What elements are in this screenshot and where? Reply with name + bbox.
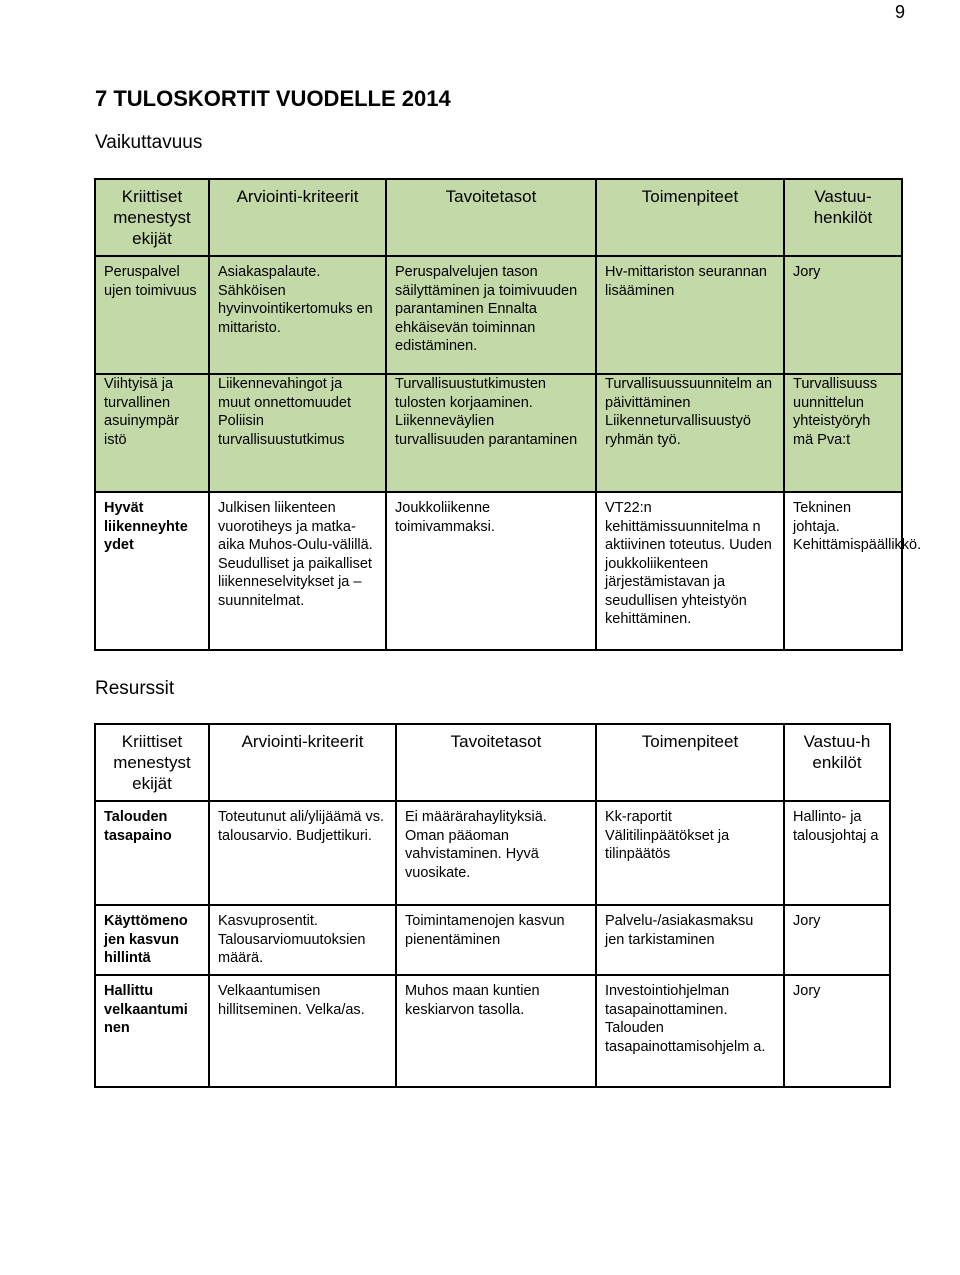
responsible-cell: Hallinto- ja talousjohtaj a <box>784 801 890 905</box>
factor-cell: Viihtyisä ja turvallinen asuinympär istö <box>95 374 209 492</box>
header-vastuuhenkilot: Vastuu-henkilöt <box>784 179 902 256</box>
target-cell: Toimintamenojen kasvun pienentäminen <box>396 905 596 975</box>
section-heading-vaikuttavuus: Vaikuttavuus <box>95 132 203 153</box>
target-cell: Peruspalvelujen tason säilyttäminen ja toimivuuden parantaminen Ennalta ehkäisevän toiminnan edistäminen. <box>386 256 596 374</box>
criteria-cell: Toteutunut ali/ylijäämä vs. talousarvio. Budjettikuri. <box>209 801 396 905</box>
action-cell: Investointiohjelman tasapainottaminen. Talouden tasapainottamisohjelm a. <box>596 975 784 1087</box>
responsible-cell: Jory <box>784 256 902 374</box>
table-row <box>95 492 902 650</box>
criteria-cell: Julkisen liikenteen vuorotiheys ja matka-aika Muhos-Oulu-välillä. Seudulliset ja paikalliset liikenneselvitykset ja –suunnitelmat. <box>209 492 386 650</box>
table-row <box>95 374 902 492</box>
responsible-cell: Turvallisuuss uunnittelun yhteistyöryh mä Pva:t <box>784 374 902 492</box>
target-cell: Turvallisuustutkimusten tulosten korjaaminen. Liikenneväylien turvallisuuden parantaminen <box>386 374 596 492</box>
header-tavoitetasot: Tavoitetasot <box>386 179 596 256</box>
responsible-cell: Tekninen johtaja. Kehittämispäällikkö. <box>784 492 902 650</box>
header-kriittiset: Kriittiset menestyst ekijät <box>95 724 209 801</box>
target-cell: Muhos maan kuntien keskiarvon tasolla. <box>396 975 596 1087</box>
target-cell: Joukkoliikenne toimivammaksi. <box>386 492 596 650</box>
target-cell: Ei määrärahaylityksiä. Oman pääoman vahvistaminen. Hyvä vuosikate. <box>396 801 596 905</box>
criteria-cell: Asiakaspalaute. Sähköisen hyvinvointikertomuks en mittaristo. <box>209 256 386 374</box>
factor-cell: Talouden tasapaino <box>95 801 209 905</box>
header-vastuuhenkilot: Vastuu-h enkilöt <box>784 724 890 801</box>
header-toimenpiteet: Toimenpiteet <box>596 724 784 801</box>
section-heading-resurssit: Resurssit <box>95 678 175 699</box>
action-cell: Hv-mittariston seurannan lisääminen <box>596 256 784 374</box>
action-cell: VT22:n kehittämissuunnitelma n aktiivinen toteutus. Uuden joukkoliikenteen järjestämistavan ja seudullisen yhteistyön kehittäminen. <box>596 492 784 650</box>
table-row <box>95 801 890 905</box>
criteria-cell: Velkaantumisen hillitseminen. Velka/as. <box>209 975 396 1087</box>
table-row <box>95 975 890 1087</box>
responsible-cell: Jory <box>784 905 890 975</box>
scorecard-table-vaikuttavuus <box>94 178 922 651</box>
header-toimenpiteet: Toimenpiteet <box>596 179 784 256</box>
table-row <box>95 905 890 975</box>
header-kriittiset: Kriittiset menestyst ekijät <box>95 179 209 256</box>
action-cell: Palvelu-/asiakasmaksu jen tarkistaminen <box>596 905 784 975</box>
criteria-cell: Liikennevahingot ja muut onnettomuudet Poliisin turvallisuustutkimus <box>209 374 386 492</box>
page-number: 9 <box>894 2 905 22</box>
criteria-cell: Kasvuprosentit. Talousarviomuutoksien määrä. <box>209 905 396 975</box>
factor-cell: Hyvät liikenneyhte ydet <box>95 492 209 650</box>
table-row <box>95 256 902 374</box>
factor-cell: Peruspalvel ujen toimivuus <box>95 256 209 374</box>
scorecard-table-resurssit <box>94 723 891 1088</box>
header-tavoitetasot: Tavoitetasot <box>396 724 596 801</box>
header-arviointikriteerit: Arviointi-kriteerit <box>209 179 386 256</box>
factor-cell: Hallittu velkaantumi nen <box>95 975 209 1087</box>
header-arviointikriteerit: Arviointi-kriteerit <box>209 724 396 801</box>
factor-cell: Käyttömeno jen kasvun hillintä <box>95 905 209 975</box>
action-cell: Kk-raportit Välitilinpäätökset ja tilinpäätös <box>596 801 784 905</box>
responsible-cell: Jory <box>784 975 890 1087</box>
action-cell: Turvallisuussuunnitelm an päivittäminen Liikenneturvallisuustyö ryhmän työ. <box>596 374 784 492</box>
document-title: 7 TULOSKORTIT VUODELLE 2014 <box>95 86 451 111</box>
